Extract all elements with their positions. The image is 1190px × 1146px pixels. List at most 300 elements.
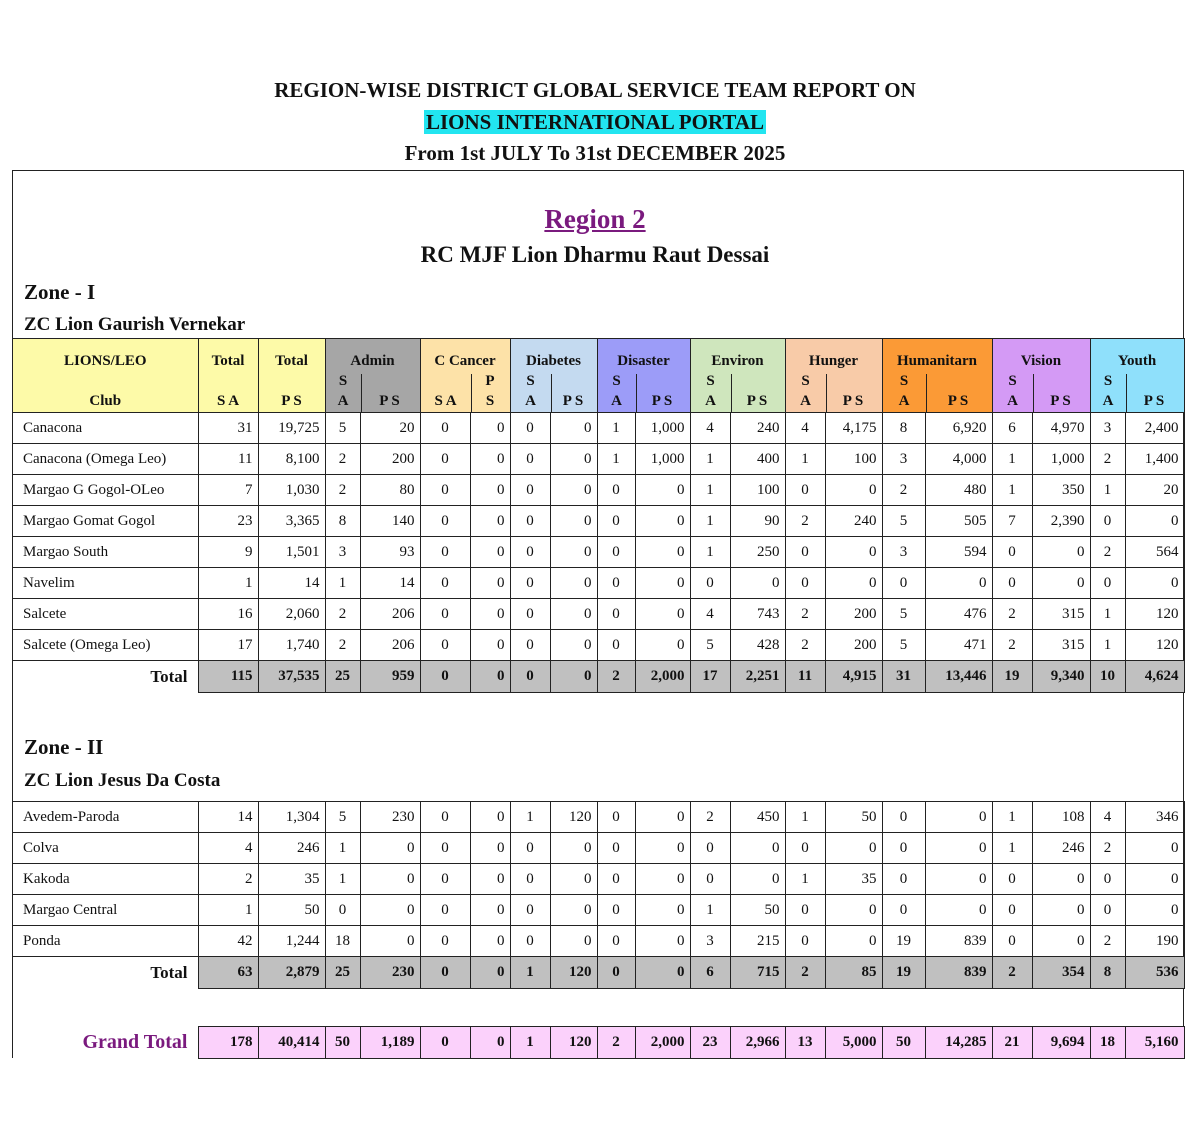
value-cell: 1	[992, 833, 1032, 864]
value-cell: 8	[882, 413, 925, 444]
value-cell: 0	[882, 802, 925, 833]
value-cell: 4	[690, 599, 730, 630]
value-cell: 42	[198, 926, 258, 957]
value-cell: 0	[635, 599, 690, 630]
table-row	[13, 506, 1184, 537]
value-cell: 1	[690, 444, 730, 475]
value-cell: 19,725	[258, 413, 325, 444]
value-cell: 0	[510, 413, 550, 444]
value-cell: 23	[198, 506, 258, 537]
value-cell: 0	[510, 895, 550, 926]
value-cell: 1	[510, 802, 550, 833]
header-club-top: LIONS/LEO	[63, 353, 147, 369]
sub-sa-a: A	[337, 393, 349, 409]
value-cell: 2	[992, 957, 1032, 989]
zone-1-chair: ZC Lion Gaurish Vernekar	[24, 314, 246, 335]
value-cell: 0	[925, 864, 992, 895]
value-cell: 7	[198, 475, 258, 506]
value-cell: 0	[992, 568, 1032, 599]
sub-ps-label: P S	[746, 393, 768, 409]
value-cell: 0	[420, 568, 470, 599]
value-cell: 4,915	[825, 661, 882, 693]
value-cell: 2,251	[730, 661, 785, 693]
value-cell: 1,000	[1032, 444, 1090, 475]
value-cell: 0	[1032, 537, 1090, 568]
value-cell: 0	[470, 599, 510, 630]
table-row	[13, 926, 1184, 957]
value-cell: 0	[882, 895, 925, 926]
value-cell: 0	[992, 537, 1032, 568]
value-cell: 2,060	[258, 599, 325, 630]
group-label: Environ	[711, 353, 764, 369]
value-cell: 5	[882, 630, 925, 661]
value-cell: 178	[198, 1027, 258, 1059]
value-cell: 0	[510, 661, 550, 693]
sub-sa-a: A	[1007, 393, 1018, 409]
value-cell: 4,175	[825, 413, 882, 444]
value-cell: 2,400	[1125, 413, 1184, 444]
value-cell: 206	[360, 630, 420, 661]
club-name: Salcete (Omega Leo)	[13, 630, 198, 661]
value-cell: 6,920	[925, 413, 992, 444]
club-name: Salcete	[13, 599, 198, 630]
value-cell: 9,340	[1032, 661, 1090, 693]
value-cell: 0	[550, 661, 597, 693]
value-cell: 0	[420, 802, 470, 833]
value-cell: 246	[1032, 833, 1090, 864]
value-cell: 0	[825, 475, 882, 506]
value-cell: 8,100	[258, 444, 325, 475]
club-name: Colva	[13, 833, 198, 864]
value-cell: 428	[730, 630, 785, 661]
value-cell: 0	[550, 895, 597, 926]
value-cell: 1,244	[258, 926, 325, 957]
value-cell: 0	[1125, 568, 1184, 599]
club-name: Canacona	[13, 413, 198, 444]
value-cell: 140	[360, 506, 420, 537]
value-cell: 23	[690, 1027, 730, 1059]
value-cell: 0	[925, 895, 992, 926]
value-cell: 0	[597, 599, 635, 630]
value-cell: 0	[1090, 506, 1125, 537]
value-cell: 3	[882, 537, 925, 568]
value-cell: 2	[325, 475, 360, 506]
value-cell: 0	[325, 895, 360, 926]
value-cell: 1	[510, 1027, 550, 1059]
value-cell: 80	[360, 475, 420, 506]
sub-sa-s: S	[899, 373, 909, 389]
table-row	[13, 537, 1184, 568]
sub-sa-a: A	[705, 393, 716, 409]
value-cell: 0	[785, 537, 825, 568]
header-total-sa	[198, 339, 258, 413]
value-cell: 13	[785, 1027, 825, 1059]
value-cell: 1,304	[258, 802, 325, 833]
value-cell: 35	[258, 864, 325, 895]
sub-ps-label: P S	[947, 393, 969, 409]
value-cell: 2	[785, 957, 825, 989]
value-cell: 0	[690, 864, 730, 895]
value-cell: 1	[690, 895, 730, 926]
value-cell: 0	[597, 957, 635, 989]
sub-sa-s: S	[612, 373, 621, 389]
value-cell: 450	[730, 802, 785, 833]
value-cell: 315	[1032, 630, 1090, 661]
value-cell: 0	[597, 630, 635, 661]
header-club	[13, 339, 198, 413]
value-cell: 0	[470, 1027, 510, 1059]
grand-total-row	[13, 1027, 1184, 1059]
value-cell: 0	[597, 568, 635, 599]
value-cell: 0	[597, 802, 635, 833]
value-cell: 5	[690, 630, 730, 661]
sub-sa-s: S	[338, 373, 348, 389]
portal-title	[0, 110, 1190, 135]
value-cell: 1	[597, 444, 635, 475]
value-cell: 0	[1090, 895, 1125, 926]
value-cell: 0	[785, 568, 825, 599]
value-cell: 2	[992, 599, 1032, 630]
sub-ps-label: P S	[562, 393, 584, 409]
club-name: Avedem-Paroda	[13, 802, 198, 833]
value-cell: 1,000	[635, 413, 690, 444]
value-cell: 0	[420, 599, 470, 630]
value-cell: 0	[550, 537, 597, 568]
value-cell: 2	[325, 630, 360, 661]
zone-2-body	[13, 802, 1184, 989]
value-cell: 1,030	[258, 475, 325, 506]
zone-1-body	[13, 413, 1184, 693]
value-cell: 0	[1032, 864, 1090, 895]
value-cell: 4	[785, 413, 825, 444]
value-cell: 0	[510, 926, 550, 957]
value-cell: 0	[635, 568, 690, 599]
header-admin	[325, 339, 420, 413]
value-cell: 346	[1125, 802, 1184, 833]
value-cell: 1,000	[635, 444, 690, 475]
value-cell: 85	[825, 957, 882, 989]
header-humanitarn	[882, 339, 992, 413]
value-cell: 0	[420, 833, 470, 864]
value-cell: 14	[360, 568, 420, 599]
sub-ps-s: S	[485, 393, 495, 409]
value-cell: 0	[785, 895, 825, 926]
value-cell: 200	[825, 599, 882, 630]
value-cell: 839	[925, 926, 992, 957]
header-hunger	[785, 339, 882, 413]
value-cell: 240	[730, 413, 785, 444]
value-cell: 743	[730, 599, 785, 630]
value-cell: 250	[730, 537, 785, 568]
sub-sa-s: S	[1008, 373, 1017, 389]
header-total-ps	[258, 339, 325, 413]
value-cell: 0	[420, 926, 470, 957]
value-cell: 0	[470, 568, 510, 599]
value-cell: 5,160	[1125, 1027, 1184, 1059]
value-cell: 0	[730, 568, 785, 599]
sub-sa-a: A	[898, 393, 910, 409]
value-cell: 4,970	[1032, 413, 1090, 444]
value-cell: 350	[1032, 475, 1090, 506]
value-cell: 120	[550, 1027, 597, 1059]
value-cell: 0	[635, 864, 690, 895]
value-cell: 2	[690, 802, 730, 833]
value-cell: 1	[785, 444, 825, 475]
value-cell: 20	[1125, 475, 1184, 506]
club-name: Canacona (Omega Leo)	[13, 444, 198, 475]
sub-ps-p: P	[485, 373, 495, 389]
value-cell: 0	[470, 661, 510, 693]
value-cell: 0	[635, 802, 690, 833]
value-cell: 0	[635, 957, 690, 989]
value-cell: 1	[992, 444, 1032, 475]
value-cell: 120	[550, 957, 597, 989]
value-cell: 0	[825, 568, 882, 599]
value-cell: 1	[992, 802, 1032, 833]
table-row	[13, 475, 1184, 506]
value-cell: 50	[325, 1027, 360, 1059]
value-cell: 0	[550, 413, 597, 444]
zone-1-title: Zone - I	[24, 280, 96, 304]
table-row	[13, 895, 1184, 926]
group-label: Disaster	[617, 353, 670, 369]
sub-ps-label: P S	[842, 393, 864, 409]
sub-sa-s: S	[526, 373, 535, 389]
club-name: Kakoda	[13, 864, 198, 895]
value-cell: 1	[1090, 475, 1125, 506]
value-cell: 0	[1090, 864, 1125, 895]
club-name: Ponda	[13, 926, 198, 957]
value-cell: 0	[882, 568, 925, 599]
value-cell: 0	[420, 475, 470, 506]
value-cell: 1	[510, 957, 550, 989]
value-cell: 3	[690, 926, 730, 957]
value-cell: 8	[325, 506, 360, 537]
value-cell: 0	[597, 833, 635, 864]
value-cell: 2	[325, 599, 360, 630]
value-cell: 2	[1090, 833, 1125, 864]
value-cell: 9,694	[1032, 1027, 1090, 1059]
table-row	[13, 630, 1184, 661]
value-cell: 0	[510, 475, 550, 506]
zone-2-title: Zone - II	[24, 735, 104, 759]
group-label: Youth	[1117, 353, 1157, 369]
value-cell: 2,000	[635, 1027, 690, 1059]
value-cell: 0	[1032, 926, 1090, 957]
group-label: C Cancer	[434, 353, 496, 369]
value-cell: 14	[198, 802, 258, 833]
value-cell: 2	[1090, 537, 1125, 568]
value-cell: 0	[420, 661, 470, 693]
value-cell: 9	[198, 537, 258, 568]
value-cell: 0	[470, 475, 510, 506]
value-cell: 0	[470, 444, 510, 475]
value-cell: 108	[1032, 802, 1090, 833]
value-cell: 564	[1125, 537, 1184, 568]
value-cell: 200	[825, 630, 882, 661]
value-cell: 1	[690, 537, 730, 568]
value-cell: 3	[882, 444, 925, 475]
value-cell: 0	[925, 802, 992, 833]
value-cell: 0	[1090, 568, 1125, 599]
value-cell: 25	[325, 661, 360, 693]
value-cell: 0	[882, 833, 925, 864]
value-cell: 2	[597, 661, 635, 693]
value-cell: 594	[925, 537, 992, 568]
value-cell: 315	[1032, 599, 1090, 630]
sub-sa-s: S	[1103, 373, 1113, 389]
header-total-ps-top: Total	[275, 353, 308, 369]
value-cell: 0	[825, 926, 882, 957]
value-cell: 4	[198, 833, 258, 864]
grand-total-table	[13, 1026, 1185, 1059]
value-cell: 0	[635, 895, 690, 926]
value-cell: 0	[510, 599, 550, 630]
zone-total-row	[13, 661, 1184, 693]
value-cell: 0	[510, 833, 550, 864]
header-total-sa-top: Total	[211, 353, 245, 369]
value-cell: 11	[198, 444, 258, 475]
club-name: Margao South	[13, 537, 198, 568]
value-cell: 0	[925, 568, 992, 599]
value-cell: 3,365	[258, 506, 325, 537]
value-cell: 400	[730, 444, 785, 475]
value-cell: 206	[360, 599, 420, 630]
sub-sa-s: S	[801, 373, 810, 389]
value-cell: 200	[360, 444, 420, 475]
value-cell: 0	[825, 537, 882, 568]
value-cell: 8	[1090, 957, 1125, 989]
value-cell: 0	[360, 864, 420, 895]
value-cell: 0	[420, 864, 470, 895]
header-diabetes	[510, 339, 597, 413]
sub-sa-s: S	[706, 373, 715, 389]
value-cell: 1	[690, 475, 730, 506]
grand-total-label: Grand Total	[13, 1027, 198, 1059]
sub-sa-a: A	[525, 393, 536, 409]
value-cell: 1,501	[258, 537, 325, 568]
value-cell: 230	[360, 802, 420, 833]
table-row	[13, 864, 1184, 895]
value-cell: 21	[992, 1027, 1032, 1059]
value-cell: 1,400	[1125, 444, 1184, 475]
value-cell: 0	[550, 630, 597, 661]
value-cell: 246	[258, 833, 325, 864]
value-cell: 18	[1090, 1027, 1125, 1059]
table-row	[13, 833, 1184, 864]
value-cell: 2	[785, 599, 825, 630]
value-cell: 100	[825, 444, 882, 475]
value-cell: 0	[550, 599, 597, 630]
value-cell: 120	[1125, 599, 1184, 630]
value-cell: 0	[510, 537, 550, 568]
value-cell: 0	[785, 833, 825, 864]
sub-ps-label: P S	[1143, 393, 1165, 409]
value-cell: 120	[550, 802, 597, 833]
value-cell: 20	[360, 413, 420, 444]
value-cell: 0	[360, 926, 420, 957]
value-cell: 1	[325, 568, 360, 599]
value-cell: 93	[360, 537, 420, 568]
value-cell: 0	[597, 506, 635, 537]
report-period: From 1st JULY To 31st DECEMBER 2025	[404, 141, 786, 165]
header-total-sa-bottom: S A	[216, 393, 240, 409]
table-row	[13, 444, 1184, 475]
sub-ps-label: P S	[651, 393, 673, 409]
zone-1-table	[13, 338, 1185, 693]
value-cell: 0	[550, 833, 597, 864]
value-cell: 1	[785, 864, 825, 895]
value-cell: 90	[730, 506, 785, 537]
value-cell: 6	[690, 957, 730, 989]
value-cell: 505	[925, 506, 992, 537]
report-title: REGION-WISE DISTRICT GLOBAL SERVICE TEAM REPORT ON	[274, 78, 916, 102]
value-cell: 0	[1125, 895, 1184, 926]
value-cell: 0	[597, 475, 635, 506]
sub-sa-label: S A	[434, 393, 457, 409]
value-cell: 0	[1032, 568, 1090, 599]
value-cell: 31	[882, 661, 925, 693]
value-cell: 0	[785, 926, 825, 957]
value-cell: 14	[258, 568, 325, 599]
value-cell: 37,535	[258, 661, 325, 693]
value-cell: 11	[785, 661, 825, 693]
zone-2-table	[13, 801, 1185, 989]
sub-sa-a: A	[611, 393, 622, 409]
value-cell: 1	[325, 864, 360, 895]
value-cell: 6	[992, 413, 1032, 444]
value-cell: 240	[825, 506, 882, 537]
value-cell: 50	[258, 895, 325, 926]
value-cell: 715	[730, 957, 785, 989]
value-cell: 0	[470, 864, 510, 895]
value-cell: 10	[1090, 661, 1125, 693]
value-cell: 25	[325, 957, 360, 989]
value-cell: 2	[785, 630, 825, 661]
value-cell: 0	[1125, 864, 1184, 895]
value-cell: 0	[597, 926, 635, 957]
value-cell: 0	[470, 957, 510, 989]
value-cell: 2	[325, 444, 360, 475]
value-cell: 35	[825, 864, 882, 895]
value-cell: 0	[510, 630, 550, 661]
value-cell: 0	[597, 537, 635, 568]
value-cell: 2,000	[635, 661, 690, 693]
value-cell: 0	[420, 506, 470, 537]
value-cell: 0	[635, 506, 690, 537]
value-cell: 480	[925, 475, 992, 506]
value-cell: 0	[597, 895, 635, 926]
value-cell: 0	[730, 864, 785, 895]
value-cell: 0	[510, 864, 550, 895]
value-cell: 2	[785, 506, 825, 537]
group-label: Vision	[1020, 353, 1062, 369]
value-cell: 0	[360, 833, 420, 864]
value-cell: 0	[635, 630, 690, 661]
value-cell: 0	[510, 506, 550, 537]
value-cell: 0	[470, 833, 510, 864]
value-cell: 2	[1090, 444, 1125, 475]
value-cell: 230	[360, 957, 420, 989]
value-cell: 19	[882, 926, 925, 957]
value-cell: 0	[470, 802, 510, 833]
value-cell: 0	[550, 506, 597, 537]
value-cell: 5,000	[825, 1027, 882, 1059]
table-row	[13, 413, 1184, 444]
value-cell: 471	[925, 630, 992, 661]
group-label: Diabetes	[526, 353, 581, 369]
value-cell: 0	[635, 926, 690, 957]
